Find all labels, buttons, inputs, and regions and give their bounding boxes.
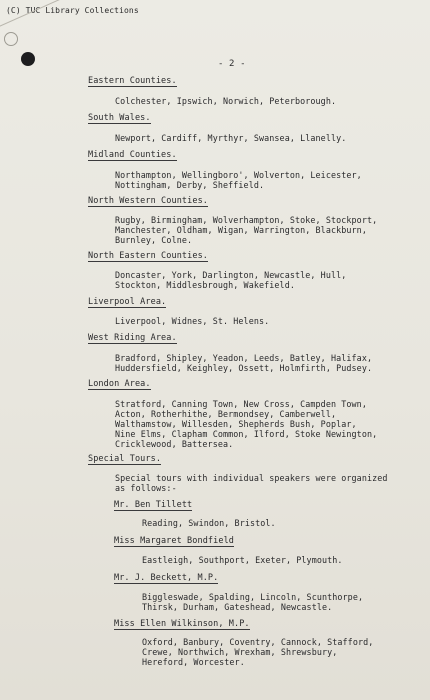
fold-crease <box>0 0 91 31</box>
copyright-watermark: (C) TUC Library Collections <box>6 6 139 15</box>
section-heading-midland-counties: Midland Counties. <box>88 150 177 160</box>
section-heading-liverpool-area: Liverpool Area. <box>88 297 167 307</box>
section-heading-north-eastern-counties: North Eastern Counties. <box>88 251 209 261</box>
speaker-name-j-beckett: Mr. J. Beckett, M.P. <box>114 573 219 583</box>
section-heading-north-western-counties: North Western Counties. <box>88 196 209 206</box>
section-text-midland-counties: Northampton, Wellingboro', Wolverton, Leicester, Nottingham, Derby, Sheffield. <box>115 170 362 190</box>
punch-hole-ring <box>4 32 18 46</box>
section-text-west-riding-area: Bradford, Shipley, Yeadon, Leeds, Batley, Halifax, Huddersfield, Keighley, Ossett, Holmfirth, Pudsey. <box>115 353 373 373</box>
section-heading-south-wales: South Wales. <box>88 113 151 123</box>
section-heading-london-area: London Area. <box>88 379 151 389</box>
speaker-tour-ellen-wilkinson: Oxford, Banbury, Coventry, Cannock, Stafford, Crewe, Northwich, Wrexham, Shrewsbury, Hereford, Worcester. <box>142 637 374 667</box>
section-text-special-tours: Special tours with individual speakers were organized as follows:- <box>115 473 388 493</box>
section-text-eastern-counties: Colchester, Ipswich, Norwich, Peterborough. <box>115 96 337 106</box>
section-text-london-area: Stratford, Canning Town, New Cross, Campden Town, Acton, Rotherhithe, Bermondsey, Camberwell, Walthamstow, Willesden, Shepherds Bush, Poplar, Nine Elms, Clapham Common, Ilford, Stoke Newington, Cricklewood, Battersea. <box>115 399 378 449</box>
page-number: - 2 - <box>218 59 246 69</box>
section-text-north-western-counties: Rugby, Birmingham, Wolverhampton, Stoke, Stockport, Manchester, Oldham, Wigan, Warrington, Blackburn, Burnley, Colne. <box>115 215 378 245</box>
section-text-north-eastern-counties: Doncaster, York, Darlington, Newcastle, Hull, Stockton, Middlesbrough, Wakefield. <box>115 270 347 290</box>
speaker-name-ellen-wilkinson: Miss Ellen Wilkinson, M.P. <box>114 619 250 629</box>
section-heading-eastern-counties: Eastern Counties. <box>88 76 177 86</box>
section-heading-special-tours: Special Tours. <box>88 454 162 464</box>
section-text-liverpool-area: Liverpool, Widnes, St. Helens. <box>115 316 270 326</box>
speaker-tour-ben-tillett: Reading, Swindon, Bristol. <box>142 518 276 528</box>
section-text-south-wales: Newport, Cardiff, Myrthyr, Swansea, Llanelly. <box>115 133 347 143</box>
speaker-tour-j-beckett: Biggleswade, Spalding, Lincoln, Scunthorpe, Thirsk, Durham, Gateshead, Newcastle. <box>142 592 364 612</box>
punch-hole <box>21 52 35 66</box>
speaker-name-ben-tillett: Mr. Ben Tillett <box>114 500 193 510</box>
speaker-tour-margaret-bondfield: Eastleigh, Southport, Exeter, Plymouth. <box>142 555 343 565</box>
speaker-name-margaret-bondfield: Miss Margaret Bondfield <box>114 536 235 546</box>
section-heading-west-riding-area: West Riding Area. <box>88 333 177 343</box>
